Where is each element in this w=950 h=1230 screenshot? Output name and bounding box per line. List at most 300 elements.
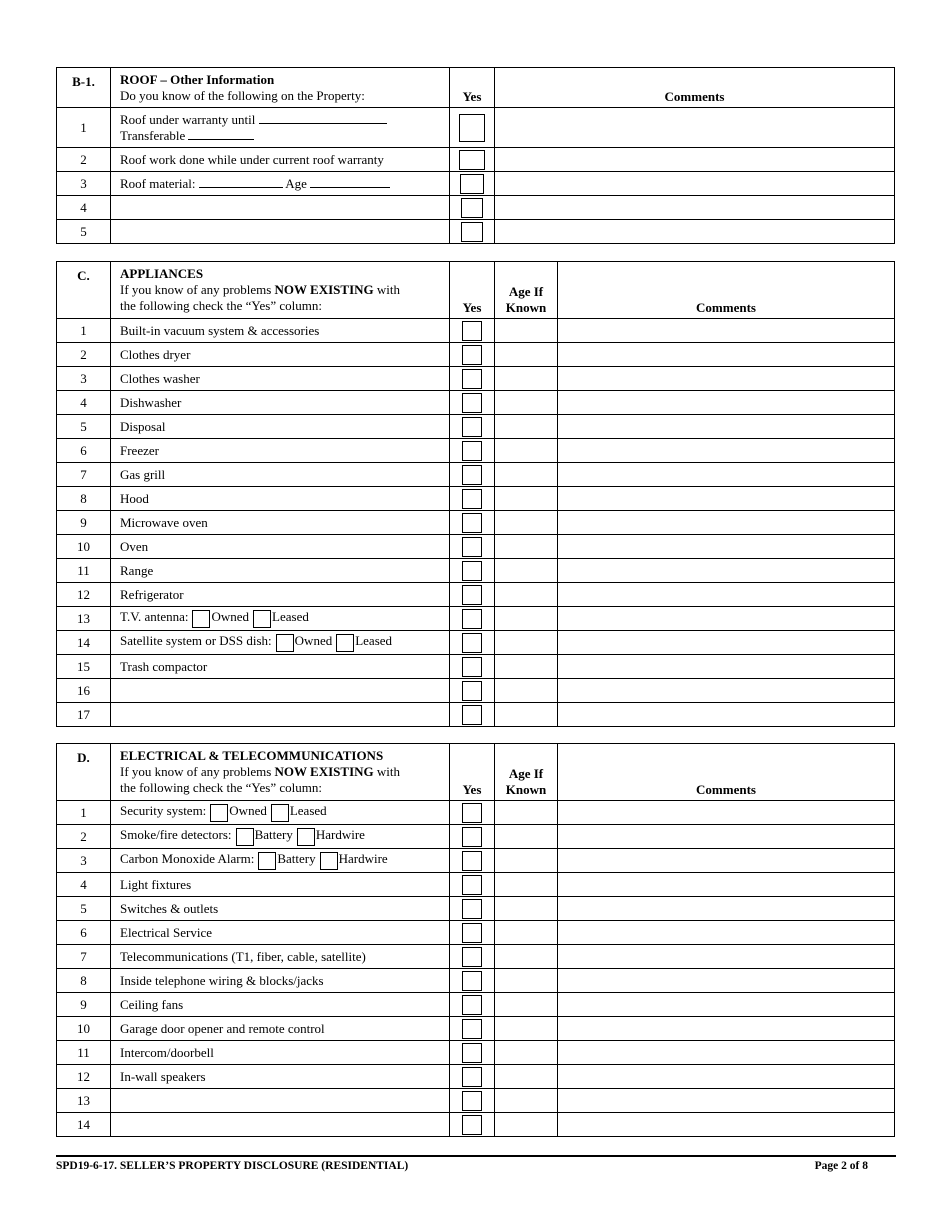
row-label-text: Security system:: [120, 803, 207, 819]
row-label-text: Garage door opener and remote control: [120, 1020, 325, 1036]
age-cell[interactable]: [495, 559, 558, 583]
yes-cell: [450, 1065, 495, 1089]
option-checkbox[interactable]: [320, 852, 338, 870]
intro-text: If you know of any problems: [120, 764, 275, 779]
yes-checkbox[interactable]: [462, 681, 482, 701]
table-row: [57, 391, 895, 415]
age-cell[interactable]: [495, 535, 558, 559]
appliances-rows: [57, 319, 895, 727]
yes-cell: [450, 897, 495, 921]
comments-cell[interactable]: [558, 463, 895, 487]
section-heading: [111, 68, 450, 108]
age-cell[interactable]: [495, 1017, 558, 1041]
yes-cell: [450, 631, 495, 655]
row-number: 3: [57, 849, 111, 873]
yes-checkbox[interactable]: [462, 827, 482, 847]
yes-checkbox[interactable]: [459, 150, 485, 170]
warranty-label: Roof under warranty until: [120, 111, 256, 127]
yes-cell: [450, 583, 495, 607]
table-row: [57, 196, 895, 220]
row-number: 13: [57, 607, 111, 631]
comments-cell[interactable]: [558, 1041, 895, 1065]
yes-cell: [450, 679, 495, 703]
table-row: [57, 535, 895, 559]
age-cell[interactable]: [495, 655, 558, 679]
comments-cell[interactable]: [558, 511, 895, 535]
row-label: [111, 921, 450, 945]
option-label: Battery: [254, 827, 293, 843]
table-row: [57, 463, 895, 487]
option-label: Battery: [277, 851, 316, 867]
row-number: 4: [57, 196, 111, 220]
age-cell[interactable]: [495, 703, 558, 727]
option-label: Hardwire: [338, 851, 388, 867]
yes-cell: [450, 1017, 495, 1041]
electrical-header-row: [57, 744, 895, 801]
age-cell[interactable]: [495, 993, 558, 1017]
row-number: 4: [57, 873, 111, 897]
row-label-text: Light fixtures: [120, 876, 192, 892]
row-label[interactable]: [111, 1089, 450, 1113]
yes-checkbox[interactable]: [462, 875, 482, 895]
yes-checkbox[interactable]: [462, 947, 482, 967]
table-row: [57, 921, 895, 945]
intro-text-2: the following check the “Yes” column:: [120, 780, 322, 795]
yes-checkbox[interactable]: [462, 995, 482, 1015]
yes-column-header: Yes: [450, 262, 495, 319]
row-label: [111, 1017, 450, 1041]
yes-column-header: Yes: [450, 68, 495, 108]
comments-cell[interactable]: [558, 849, 895, 873]
yes-checkbox[interactable]: [462, 417, 482, 437]
age-cell[interactable]: [495, 319, 558, 343]
row-label: [111, 463, 450, 487]
intro-emphasis: NOW EXISTING: [274, 282, 374, 297]
row-label: [111, 1065, 450, 1089]
option-checkbox[interactable]: [253, 610, 271, 628]
table-row: [57, 655, 895, 679]
yes-checkbox[interactable]: [462, 899, 482, 919]
row-label-text: Freezer: [120, 442, 159, 458]
row-label-text: Dishwasher: [120, 394, 182, 410]
table-row: [57, 343, 895, 367]
row-label: [111, 607, 450, 631]
yes-checkbox[interactable]: [462, 585, 482, 605]
row-label-text: Oven: [120, 538, 149, 554]
age-cell[interactable]: [495, 367, 558, 391]
row-label-text: Switches & outlets: [120, 900, 219, 916]
section-id: C.: [57, 262, 111, 319]
comments-cell[interactable]: [558, 897, 895, 921]
yes-cell: [450, 148, 495, 172]
row-number: 5: [57, 897, 111, 921]
comments-cell[interactable]: [558, 535, 895, 559]
yes-column-header: Yes: [450, 744, 495, 801]
age-cell[interactable]: [495, 391, 558, 415]
age-cell[interactable]: [495, 631, 558, 655]
table-row: [57, 148, 895, 172]
table-row: [57, 703, 895, 727]
page-number: Page 2 of 8: [814, 1160, 868, 1172]
comments-cell[interactable]: [558, 583, 895, 607]
comments-cell[interactable]: [558, 1017, 895, 1041]
comments-cell[interactable]: [558, 415, 895, 439]
option-checkbox[interactable]: [258, 852, 276, 870]
roof-age-field[interactable]: [310, 176, 390, 188]
row-label: [111, 511, 450, 535]
comments-cell[interactable]: [558, 945, 895, 969]
table-row: [57, 108, 895, 148]
row-label: [111, 583, 450, 607]
row-label: [111, 343, 450, 367]
yes-checkbox[interactable]: [462, 513, 482, 533]
comments-cell[interactable]: [558, 969, 895, 993]
row-label-text: Satellite system or DSS dish:: [120, 633, 272, 649]
yes-cell: [450, 319, 495, 343]
comments-cell[interactable]: [558, 1089, 895, 1113]
row-label: [111, 319, 450, 343]
option-checkbox[interactable]: [192, 610, 210, 628]
row-number: 13: [57, 1089, 111, 1113]
option-checkbox[interactable]: [210, 804, 228, 822]
comments-cell[interactable]: [558, 367, 895, 391]
table-row: [57, 583, 895, 607]
row-number: 8: [57, 487, 111, 511]
age-header-line1: Age If: [508, 766, 544, 781]
row-number: 10: [57, 1017, 111, 1041]
option-checkbox[interactable]: [236, 828, 254, 846]
age-cell[interactable]: [495, 343, 558, 367]
row-number: 11: [57, 559, 111, 583]
row-number: 2: [57, 825, 111, 849]
yes-cell: [450, 1113, 495, 1137]
age-cell[interactable]: [495, 825, 558, 849]
row-label-text: T.V. antenna:: [120, 609, 189, 625]
roof-table: [56, 67, 895, 244]
comments-cell[interactable]: [558, 343, 895, 367]
comments-cell[interactable]: [558, 993, 895, 1017]
yes-checkbox[interactable]: [460, 174, 484, 194]
row-label: [111, 993, 450, 1017]
row-label-text: Intercom/doorbell: [120, 1044, 214, 1060]
comments-cell[interactable]: [558, 1065, 895, 1089]
option-checkbox[interactable]: [271, 804, 289, 822]
row-label-text: Disposal: [120, 418, 166, 434]
age-cell[interactable]: [495, 897, 558, 921]
row-label-text: Trash compactor: [120, 658, 208, 674]
row-label: [111, 849, 450, 873]
yes-cell: [450, 801, 495, 825]
row-label: [111, 1041, 450, 1065]
table-row: [57, 319, 895, 343]
row-number: 1: [57, 801, 111, 825]
table-row: [57, 415, 895, 439]
table-row: [57, 1017, 895, 1041]
yes-checkbox[interactable]: [462, 489, 482, 509]
row-number: 6: [57, 439, 111, 463]
row-label: [111, 825, 450, 849]
row-label: [111, 415, 450, 439]
yes-cell: [450, 655, 495, 679]
row-label: [111, 439, 450, 463]
comments-cell[interactable]: [495, 148, 895, 172]
yes-cell: [450, 487, 495, 511]
transferable-label: Transferable: [120, 127, 186, 143]
row-number: 4: [57, 391, 111, 415]
yes-cell: [450, 367, 495, 391]
comments-cell[interactable]: [558, 825, 895, 849]
option-checkbox[interactable]: [276, 634, 294, 652]
age-cell[interactable]: [495, 583, 558, 607]
row-number: 3: [57, 367, 111, 391]
electrical-rows: [57, 801, 895, 1137]
age-cell[interactable]: [495, 1065, 558, 1089]
age-cell[interactable]: [495, 415, 558, 439]
row-number: 11: [57, 1041, 111, 1065]
section-title-rest: – Other Information: [157, 72, 275, 87]
yes-cell: [450, 196, 495, 220]
age-cell[interactable]: [495, 463, 558, 487]
comments-cell[interactable]: [558, 319, 895, 343]
comments-cell[interactable]: [558, 1113, 895, 1137]
yes-checkbox[interactable]: [462, 561, 482, 581]
row-number: 5: [57, 220, 111, 244]
option-label: Owned: [294, 633, 333, 649]
comments-cell[interactable]: [558, 439, 895, 463]
section-heading: [111, 744, 450, 801]
row-label: [111, 897, 450, 921]
yes-checkbox[interactable]: [461, 198, 483, 218]
row-number: 6: [57, 921, 111, 945]
yes-checkbox[interactable]: [462, 1067, 482, 1087]
row-label: [111, 367, 450, 391]
row-label-text: Built-in vacuum system & accessories: [120, 322, 320, 338]
table-row: [57, 487, 895, 511]
table-row: [57, 367, 895, 391]
row-label-text: Electrical Service: [120, 924, 213, 940]
section-subtitle: Do you know of the following on the Property:: [120, 88, 365, 103]
row-number: 7: [57, 945, 111, 969]
row-number: 10: [57, 535, 111, 559]
row-label: [111, 969, 450, 993]
yes-checkbox[interactable]: [459, 114, 485, 142]
option-label: Hardwire: [315, 827, 365, 843]
transferable-field[interactable]: [188, 128, 254, 140]
table-row: [57, 849, 895, 873]
comments-column-header: Comments: [495, 68, 895, 108]
yes-cell: [450, 921, 495, 945]
section-title: ROOF: [120, 72, 158, 87]
row-number: 7: [57, 463, 111, 487]
age-column-header: [495, 262, 558, 319]
age-header-line1: Age If: [508, 284, 544, 299]
comments-cell[interactable]: [495, 196, 895, 220]
row-label: [111, 487, 450, 511]
yes-checkbox[interactable]: [462, 609, 482, 629]
option-label: Owned: [229, 803, 267, 819]
table-row: [57, 825, 895, 849]
age-cell[interactable]: [495, 439, 558, 463]
age-cell[interactable]: [495, 801, 558, 825]
row-label[interactable]: [111, 1113, 450, 1137]
warranty-date-field[interactable]: [259, 112, 387, 124]
row-label: [111, 631, 450, 655]
table-row: [57, 945, 895, 969]
row-label: [111, 108, 450, 148]
age-cell[interactable]: [495, 969, 558, 993]
yes-cell: [450, 559, 495, 583]
yes-cell: [450, 825, 495, 849]
age-cell[interactable]: [495, 487, 558, 511]
roof-material-label: Roof material:: [120, 175, 196, 191]
table-row: [57, 607, 895, 631]
comments-cell[interactable]: [558, 921, 895, 945]
table-row: [57, 1041, 895, 1065]
yes-checkbox[interactable]: [462, 1115, 482, 1135]
yes-cell: [450, 849, 495, 873]
yes-checkbox[interactable]: [462, 633, 482, 653]
comments-cell[interactable]: [495, 108, 895, 148]
yes-cell: [450, 1089, 495, 1113]
table-row: [57, 631, 895, 655]
age-header-line2: Known: [505, 782, 547, 797]
comments-cell[interactable]: [558, 873, 895, 897]
row-label[interactable]: [111, 196, 450, 220]
yes-checkbox[interactable]: [462, 657, 482, 677]
option-checkbox[interactable]: [336, 634, 354, 652]
row-number: 1: [57, 319, 111, 343]
age-cell[interactable]: [495, 849, 558, 873]
yes-checkbox[interactable]: [462, 1091, 482, 1111]
row-number: 15: [57, 655, 111, 679]
row-label[interactable]: [111, 220, 450, 244]
option-label: Owned: [211, 609, 250, 625]
comments-cell[interactable]: [558, 655, 895, 679]
yes-checkbox[interactable]: [462, 345, 482, 365]
roof-header-row: [57, 68, 895, 108]
age-cell[interactable]: [495, 511, 558, 535]
row-label: [111, 391, 450, 415]
comments-cell[interactable]: [558, 703, 895, 727]
yes-checkbox[interactable]: [462, 803, 482, 823]
comments-cell[interactable]: [558, 391, 895, 415]
electrical-table: [56, 743, 895, 1137]
row-label-text: Carbon Monoxide Alarm:: [120, 851, 255, 867]
age-cell[interactable]: [495, 921, 558, 945]
comments-cell[interactable]: [495, 220, 895, 244]
yes-checkbox[interactable]: [462, 369, 482, 389]
yes-cell: [450, 391, 495, 415]
row-label-text: Refrigerator: [120, 586, 184, 602]
roof-material-field[interactable]: [199, 176, 283, 188]
comments-cell[interactable]: [558, 801, 895, 825]
yes-cell: [450, 703, 495, 727]
age-cell[interactable]: [495, 607, 558, 631]
row-number: 9: [57, 511, 111, 535]
yes-cell: [450, 463, 495, 487]
table-row: [57, 439, 895, 463]
row-number: 9: [57, 993, 111, 1017]
comments-cell[interactable]: [495, 172, 895, 196]
table-row: [57, 511, 895, 535]
yes-checkbox[interactable]: [462, 465, 482, 485]
row-label-text: Microwave oven: [120, 514, 208, 530]
row-label: [111, 559, 450, 583]
intro-text-end: with: [373, 764, 400, 779]
comments-cell[interactable]: [558, 607, 895, 631]
yes-checkbox[interactable]: [462, 851, 482, 871]
option-checkbox[interactable]: [297, 828, 315, 846]
yes-checkbox[interactable]: [462, 441, 482, 461]
age-cell[interactable]: [495, 945, 558, 969]
age-label: Age: [285, 175, 307, 191]
yes-checkbox[interactable]: [461, 222, 483, 242]
age-cell[interactable]: [495, 873, 558, 897]
row-label: [111, 172, 450, 196]
table-row: [57, 969, 895, 993]
section-heading: [111, 262, 450, 319]
intro-text: If you know of any problems: [120, 282, 275, 297]
row-label: [111, 873, 450, 897]
yes-checkbox[interactable]: [462, 1043, 482, 1063]
table-row: [57, 897, 895, 921]
row-number: 1: [57, 108, 111, 148]
comments-cell[interactable]: [558, 559, 895, 583]
comments-cell[interactable]: [558, 487, 895, 511]
yes-checkbox[interactable]: [462, 321, 482, 341]
age-cell[interactable]: [495, 1041, 558, 1065]
age-cell[interactable]: [495, 1089, 558, 1113]
intro-text-end: with: [373, 282, 400, 297]
row-label-text: Telecommunications (T1, fiber, cable, satellite): [120, 948, 366, 964]
yes-checkbox[interactable]: [462, 971, 482, 991]
age-column-header: [495, 744, 558, 801]
row-label: [111, 945, 450, 969]
yes-cell: [450, 969, 495, 993]
age-header-line2: Known: [505, 300, 547, 315]
row-label-text: Clothes washer: [120, 370, 200, 386]
row-label: Roof work done while under current roof warranty: [111, 148, 450, 172]
yes-cell: [450, 1041, 495, 1065]
yes-checkbox[interactable]: [462, 705, 482, 725]
comments-cell[interactable]: [558, 679, 895, 703]
row-number: 12: [57, 583, 111, 607]
yes-cell: [450, 945, 495, 969]
row-label-text: In-wall speakers: [120, 1068, 206, 1084]
row-label[interactable]: [111, 703, 450, 727]
age-cell[interactable]: [495, 679, 558, 703]
yes-cell: [450, 108, 495, 148]
section-title: ELECTRICAL & TELECOMMUNICATIONS: [120, 748, 384, 763]
row-number: 14: [57, 1113, 111, 1137]
yes-checkbox[interactable]: [462, 393, 482, 413]
appliances-table: [56, 261, 895, 727]
row-number: 2: [57, 148, 111, 172]
section-title: APPLIANCES: [120, 266, 204, 281]
age-cell[interactable]: [495, 1113, 558, 1137]
comments-cell[interactable]: [558, 631, 895, 655]
row-number: 8: [57, 969, 111, 993]
row-label-text: Smoke/fire detectors:: [120, 827, 232, 843]
table-row: [57, 1113, 895, 1137]
yes-cell: [450, 873, 495, 897]
yes-checkbox[interactable]: [462, 537, 482, 557]
yes-cell: [450, 993, 495, 1017]
row-label[interactable]: [111, 679, 450, 703]
yes-checkbox[interactable]: [462, 1019, 482, 1039]
yes-checkbox[interactable]: [462, 923, 482, 943]
intro-emphasis: NOW EXISTING: [274, 764, 374, 779]
